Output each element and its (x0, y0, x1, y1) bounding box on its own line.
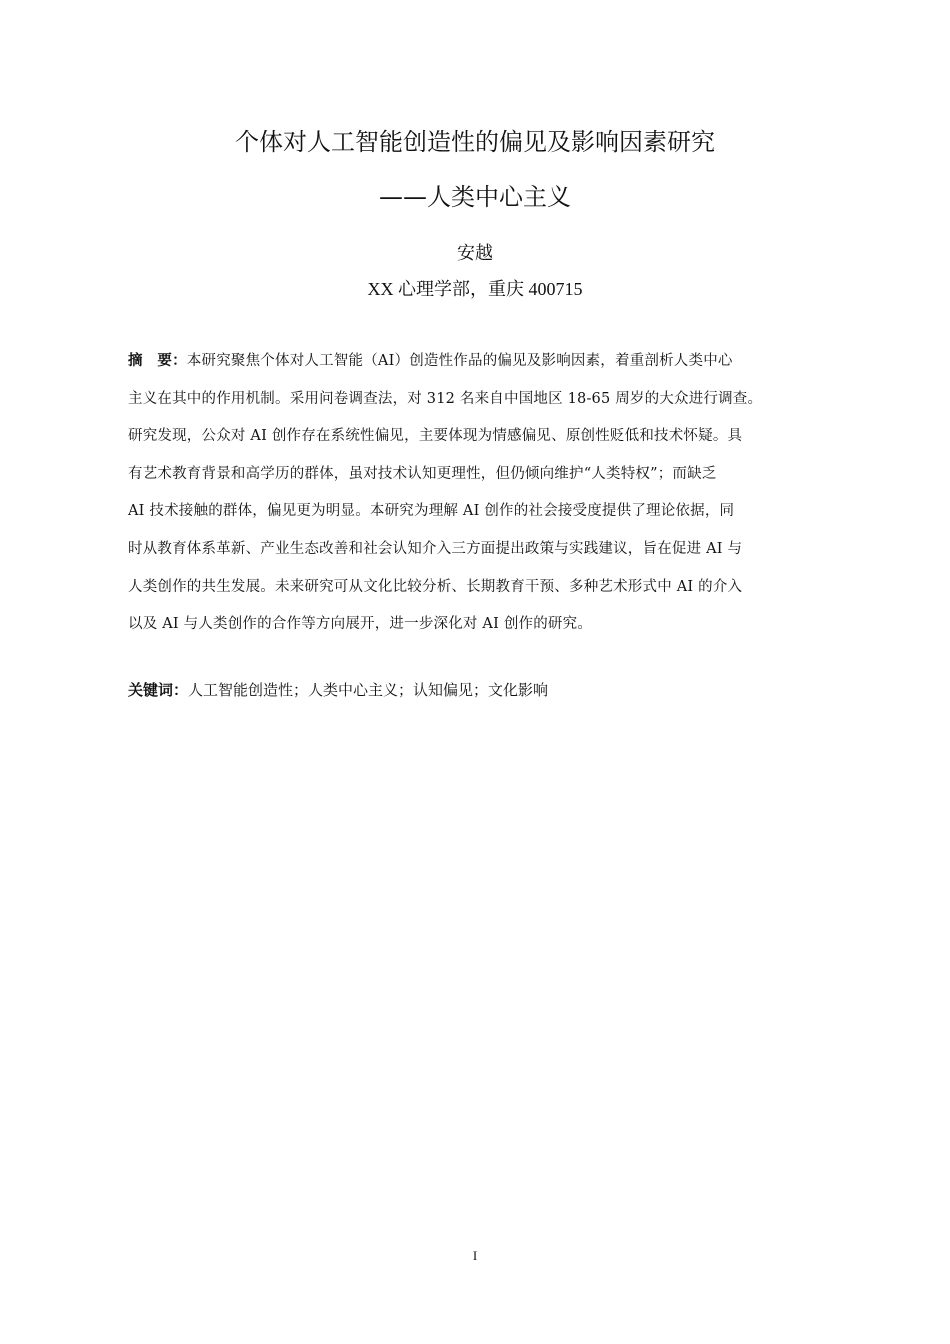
abstract (128, 343, 828, 644)
abstract-line: 时从教育体系革新、产业生态改善和社会认知介入三方面提出政策与实践建议，旨在促进 AI 与 (128, 540, 743, 557)
paper-subtitle: ——人类中心主义 (379, 183, 571, 211)
author-name: 安越 (457, 243, 493, 264)
abstract-line: 人类创作的共生发展。未来研究可从文化比较分析、长期教育干预、多种艺术形式中 AI 的介入 (128, 578, 743, 595)
paper-title: 个体对人工智能创造性的偏见及影响因素研究 (235, 128, 715, 156)
abstract-line: 有艺术教育背景和高学历的群体，虽对技术认知更理性，但仍倾向维护“人类特权”；而缺乏 (128, 465, 717, 482)
page-number: I (472, 1248, 478, 1263)
author-affiliation: XX 心理学部，重庆 400715 (367, 279, 583, 299)
abstract-line: 研究发现，公众对 AI 创作存在系统性偏见，主要体现为情感偏见、原创性贬低和技术怀疑。具 (128, 428, 743, 445)
abstract-line: 以及 AI 与人类创作的合作等方向展开，进一步深化对 AI 创作的研究。 (128, 616, 593, 633)
abstract-line (128, 343, 828, 381)
abstract-label: 摘 要： (128, 353, 187, 369)
keywords-label: 关键词： (128, 681, 189, 699)
abstract-line: AI 技术接触的群体，偏见更为明显。本研究为理解 AI 创作的社会接受度提供了理论依据，同 (128, 503, 735, 520)
abstract-text: 本研究聚焦个体对人工智能（AI）创造性作品的偏见及影响因素，着重剖析人类中心 (186, 353, 733, 369)
abstract-line: 主义在其中的作用机制。采用问卷调查法，对 312 名来自中国地区 18-65 周岁的大众进行调查。 (128, 390, 763, 407)
keywords (128, 678, 548, 702)
keywords-text: 人工智能创造性；人类中心主义；认知偏见；文化影响 (188, 681, 549, 699)
